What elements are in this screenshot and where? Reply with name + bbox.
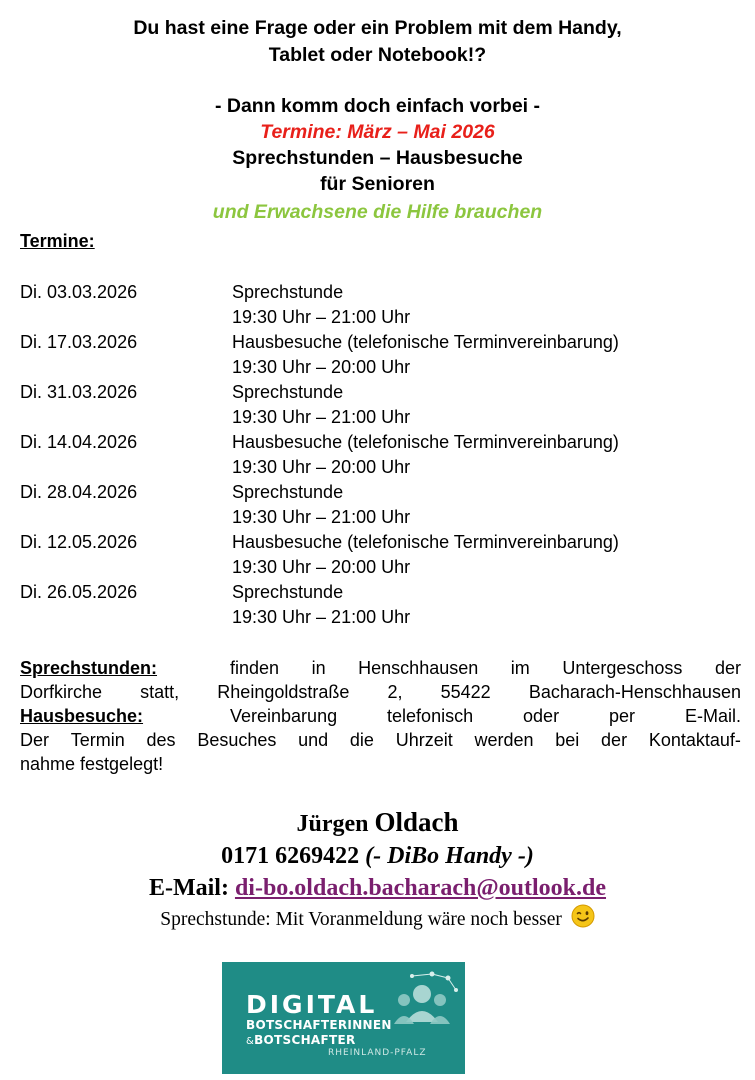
word: 2, [387, 682, 403, 702]
word: die [349, 730, 374, 750]
headline-line-2: Tablet oder Notebook!? [268, 44, 487, 66]
sprech-text-1 [230, 656, 741, 680]
word: 55422 [440, 682, 491, 702]
word: werden [474, 730, 534, 750]
schedule-row [20, 380, 735, 430]
schedule-time: 19:30 Uhr – 21:00 Uhr [232, 507, 411, 527]
schedule-row [20, 280, 735, 330]
schedule-list [20, 280, 735, 630]
word: Termin [70, 730, 125, 750]
haus-text-3: nahme festgelegt! [20, 754, 164, 774]
schedule-date: Di. 17.03.2026 [20, 332, 138, 352]
logo-word-botschafter [246, 1033, 356, 1047]
schedule-date: Di. 14.04.2026 [20, 432, 138, 452]
word: Kontaktauf- [648, 730, 741, 750]
logo-ampersand: & [246, 1036, 255, 1047]
word: Uhrzeit [395, 730, 453, 750]
logo-word-botschafterinnen: BOTSCHAFTERINNEN [246, 1018, 392, 1032]
word: E-Mail. [684, 706, 741, 726]
haus-label: Hausbesuche: [20, 706, 144, 726]
headline-line-1: Du hast eine Frage oder ein Problem mit dem Handy, [133, 17, 622, 39]
word: oder [523, 706, 560, 726]
schedule-time: 19:30 Uhr – 21:00 Uhr [232, 607, 411, 627]
word: statt, [140, 682, 180, 702]
email-link[interactable]: di-bo.oldach.bacharach@outlook.de [234, 875, 607, 901]
schedule-time: 19:30 Uhr – 20:00 Uhr [232, 557, 411, 577]
headline-invitation: - Dann komm doch einfach vorbei - [214, 95, 541, 117]
headline-services: Sprechstunden – Hausbesuche [232, 147, 523, 169]
contact-email-line [0, 872, 755, 904]
schedule-date: Di. 12.05.2026 [20, 532, 138, 552]
schedule-time: 19:30 Uhr – 20:00 Uhr [232, 357, 411, 377]
people-network-icon [382, 970, 462, 1030]
logo-botschafter-text: BOTSCHAFTER [254, 1033, 356, 1047]
haus-text-1 [230, 704, 741, 728]
sprech-label: Sprechstunden: [20, 658, 158, 678]
schedule-date: Di. 26.05.2026 [20, 582, 138, 602]
word: Der [20, 730, 50, 750]
contact-note-line [0, 904, 755, 938]
word: per [609, 706, 636, 726]
word: telefonisch [387, 706, 474, 726]
digital-botschafter-logo [222, 962, 465, 1074]
word: der [714, 658, 741, 678]
contact-name [0, 806, 755, 840]
schedule-type: Sprechstunde [232, 582, 344, 602]
email-label: E-Mail: [148, 875, 229, 901]
contact-phone-note: (- DiBo Handy -) [365, 843, 534, 869]
word: des [146, 730, 176, 750]
termine-label: Termine: [20, 231, 95, 251]
info-block [20, 656, 741, 776]
word: bei [555, 730, 580, 750]
word: Dorfkirche [20, 682, 103, 702]
schedule-row [20, 480, 735, 530]
schedule-type: Hausbesuche (telefonische Terminvereinbarung) [232, 432, 619, 452]
headline-audience: für Senioren [320, 173, 435, 195]
word: Vereinbarung [230, 706, 338, 726]
schedule-type: Hausbesuche (telefonische Terminvereinbarung) [232, 532, 619, 552]
word: Henschhausen [358, 658, 479, 678]
word: Besuches [197, 730, 277, 750]
logo-region: RHEINLAND-PFALZ [328, 1048, 427, 1058]
termine-period: Termine: März – Mai 2026 [260, 121, 495, 143]
headline-audience-extra: und Erwachsene die Hilfe brauchen [212, 201, 543, 223]
sprech-line-1 [20, 656, 741, 680]
contact-note: Sprechstunde: Mit Voranmeldung wäre noch besser [160, 909, 562, 930]
schedule-type: Hausbesuche (telefonische Terminvereinbarung) [232, 332, 619, 352]
word: und [298, 730, 329, 750]
schedule-date: Di. 03.03.2026 [20, 282, 138, 302]
schedule-time: 19:30 Uhr – 20:00 Uhr [232, 457, 411, 477]
schedule-row [20, 580, 735, 630]
word: Bacharach-Henschhausen [528, 682, 741, 702]
haus-line-1 [20, 704, 741, 728]
schedule-date: Di. 31.03.2026 [20, 382, 138, 402]
schedule-row [20, 530, 735, 580]
contact-phone: 0171 6269422 [221, 843, 360, 869]
contact-block [0, 806, 755, 938]
word: finden [230, 658, 280, 678]
contact-phone-line [0, 840, 755, 872]
contact-last-name: Oldach [374, 807, 459, 837]
schedule-type: Sprechstunde [232, 382, 344, 402]
schedule-row [20, 430, 735, 480]
word: in [311, 658, 326, 678]
word: Untergeschoss [562, 658, 683, 678]
schedule-type: Sprechstunde [232, 482, 344, 502]
winking-face-icon [571, 904, 595, 938]
logo-word-digital: DIGITAL [246, 990, 378, 1019]
word: im [510, 658, 530, 678]
word: der [601, 730, 628, 750]
schedule-time: 19:30 Uhr – 21:00 Uhr [232, 307, 411, 327]
schedule-row [20, 330, 735, 380]
word: Rheingoldstraße [217, 682, 350, 702]
schedule-time: 19:30 Uhr – 21:00 Uhr [232, 407, 411, 427]
contact-first-name: Jürgen [296, 811, 369, 837]
schedule-type: Sprechstunde [232, 282, 344, 302]
haus-text-2 [20, 728, 741, 752]
sprech-text-2 [20, 680, 741, 704]
schedule-date: Di. 28.04.2026 [20, 482, 138, 502]
